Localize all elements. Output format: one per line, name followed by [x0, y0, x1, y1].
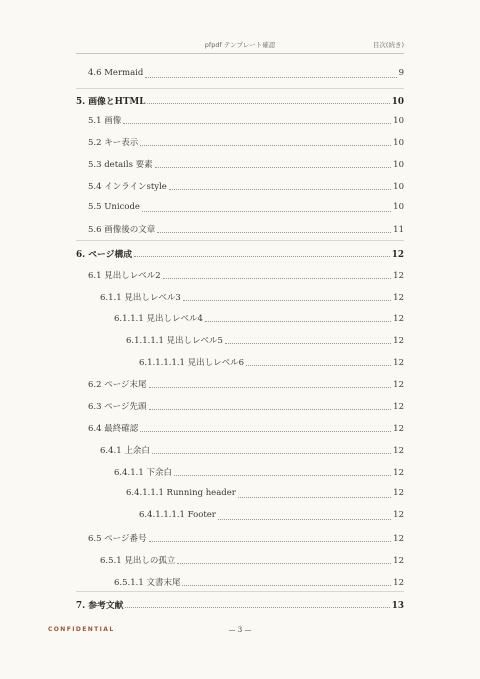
toc-entry[interactable]: [76, 68, 404, 82]
toc-entry-page: 10: [393, 182, 404, 192]
toc-entry-page: 13: [391, 601, 404, 611]
section-divider: [76, 88, 404, 89]
toc-entry[interactable]: [76, 466, 404, 480]
toc-entry-page: 12: [393, 358, 404, 368]
toc-entry-label: 5.3 details 要素: [88, 160, 153, 170]
toc-leader-dots: [177, 562, 391, 564]
toc-entry-label: 5.4 インラインstyle: [88, 182, 167, 192]
toc-entry-label: 6.5 ページ番号: [88, 534, 147, 544]
toc-leader-dots: [125, 606, 389, 608]
toc-leader-dots: [149, 540, 392, 542]
toc-entry-page: 10: [393, 160, 404, 170]
toc-entry-label: 5. 画像とHTML: [76, 97, 146, 107]
confidential-mark: CONFIDENTIAL: [48, 626, 115, 633]
toc-entry[interactable]: [76, 576, 404, 590]
toc-entry-page: 12: [393, 534, 404, 544]
toc-entry[interactable]: [76, 223, 404, 237]
toc-entry[interactable]: [76, 291, 404, 305]
toc-entry[interactable]: [76, 180, 404, 194]
toc-leader-dots: [152, 452, 391, 454]
page-number: — 3 —: [228, 626, 252, 634]
toc-entry[interactable]: [76, 554, 404, 568]
toc-entry-page: 12: [393, 488, 404, 498]
toc-leader-dots: [169, 188, 391, 190]
section-divider: [76, 591, 404, 592]
toc-leader-dots: [205, 320, 391, 322]
toc-entry-page: 12: [393, 468, 404, 478]
toc-leader-dots: [246, 364, 391, 366]
toc-entry[interactable]: [76, 269, 404, 283]
toc-entry-page: 12: [393, 314, 404, 324]
toc-entry[interactable]: [76, 378, 404, 392]
toc-entry-label: 6.1.1.1.1.1 見出しレベル6: [139, 358, 245, 368]
toc-leader-dots: [147, 102, 389, 104]
toc-leader-dots: [149, 408, 392, 410]
toc-entry-label: 6.5.1.1 文書末尾: [114, 578, 181, 588]
toc-entry-page: 9: [398, 68, 404, 78]
toc-entry[interactable]: [76, 114, 404, 128]
toc-chapter-entry[interactable]: [76, 247, 404, 261]
toc-entry-page: 10: [393, 202, 404, 212]
toc-entry-label: 5.2 キー表示: [88, 138, 139, 148]
toc-entry[interactable]: [76, 422, 404, 436]
toc-leader-dots: [174, 474, 391, 476]
toc-entry[interactable]: [76, 136, 404, 150]
toc-entry-page: 10: [391, 97, 404, 107]
toc-entry-label: 6.1.1.1 見出しレベル4: [114, 314, 203, 324]
section-divider: [76, 240, 404, 241]
header-rule: [76, 53, 404, 54]
toc-entry-label: 6.4.1 上余白: [100, 446, 150, 456]
toc-chapter-entry[interactable]: [76, 94, 404, 108]
toc-entry-label: 5.6 画像後の文章: [88, 225, 156, 235]
toc-entry[interactable]: [76, 488, 404, 502]
toc-entry-page: 12: [393, 380, 404, 390]
toc-entry-label: 6.4 最終確認: [88, 424, 139, 434]
toc-chapter-entry[interactable]: [76, 598, 404, 612]
running-footer: [48, 626, 432, 640]
toc-leader-dots: [155, 166, 391, 168]
toc-entry-label: 6.1 見出しレベル2: [88, 271, 161, 281]
toc-entry-label: 7. 参考文献: [76, 601, 124, 611]
toc-leader-dots: [218, 518, 391, 520]
toc-entry-label: 6.1.1 見出しレベル3: [100, 293, 181, 303]
toc-entry-page: 12: [391, 250, 404, 260]
toc-entry-page: 12: [393, 510, 404, 520]
toc-leader-dots: [140, 430, 391, 432]
toc-leader-dots: [149, 386, 392, 388]
toc-entry[interactable]: [76, 202, 404, 216]
toc-entry-label: 5.5 Unicode: [88, 202, 140, 212]
toc-entry-label: 6.4.1.1.1.1 Footer: [139, 510, 216, 520]
toc-entry[interactable]: [76, 312, 404, 326]
toc-leader-dots: [183, 299, 391, 301]
toc-entry-label: 6.3 ページ先頭: [88, 402, 147, 412]
toc-entry-page: 10: [393, 138, 404, 148]
toc-leader-dots: [140, 144, 391, 146]
toc-entry-page: 12: [393, 556, 404, 566]
toc-entry-label: 6.4.1.1 下余白: [114, 468, 172, 478]
toc-entry-label: 4.6 Mermaid: [88, 68, 144, 78]
toc-entry-page: 11: [393, 225, 404, 235]
toc-leader-dots: [123, 122, 391, 124]
toc-entry[interactable]: [76, 356, 404, 370]
toc-entry-label: 6.5.1 見出しの孤立: [100, 556, 176, 566]
toc-entry-page: 12: [393, 293, 404, 303]
toc-entry-label: 5.1 画像: [88, 116, 122, 126]
toc-entry-page: 10: [393, 116, 404, 126]
toc-entry[interactable]: [76, 510, 404, 524]
toc-leader-dots: [145, 76, 396, 78]
toc-entry-page: 12: [393, 336, 404, 346]
toc-entry-label: 6. ページ構成: [76, 250, 133, 260]
toc-entry-page: 12: [393, 402, 404, 412]
toc-entry-label: 6.1.1.1.1 見出しレベル5: [126, 336, 223, 346]
toc-leader-dots: [157, 231, 391, 233]
running-header: [76, 36, 404, 52]
toc-leader-dots: [134, 255, 390, 257]
toc-entry[interactable]: [76, 400, 404, 414]
toc-entry-page: 12: [393, 271, 404, 281]
toc-leader-dots: [163, 277, 392, 279]
toc-entry[interactable]: [76, 444, 404, 458]
header-title: pfpdf テンプレート確認: [204, 41, 276, 49]
toc-leader-dots: [142, 210, 391, 212]
toc-entry[interactable]: [76, 334, 404, 348]
header-section: 目次(続き): [372, 41, 404, 49]
toc-entry-page: 12: [393, 424, 404, 434]
toc-entry-label: 6.2 ページ末尾: [88, 380, 147, 390]
toc-entry-page: 12: [393, 578, 404, 588]
toc-entry[interactable]: [76, 158, 404, 172]
toc-entry-page: 12: [393, 446, 404, 456]
toc-entry[interactable]: [76, 532, 404, 546]
toc-entry-label: 6.4.1.1.1 Running header: [126, 488, 236, 498]
toc-leader-dots: [182, 584, 391, 586]
toc-leader-dots: [238, 496, 391, 498]
toc-leader-dots: [225, 342, 391, 344]
